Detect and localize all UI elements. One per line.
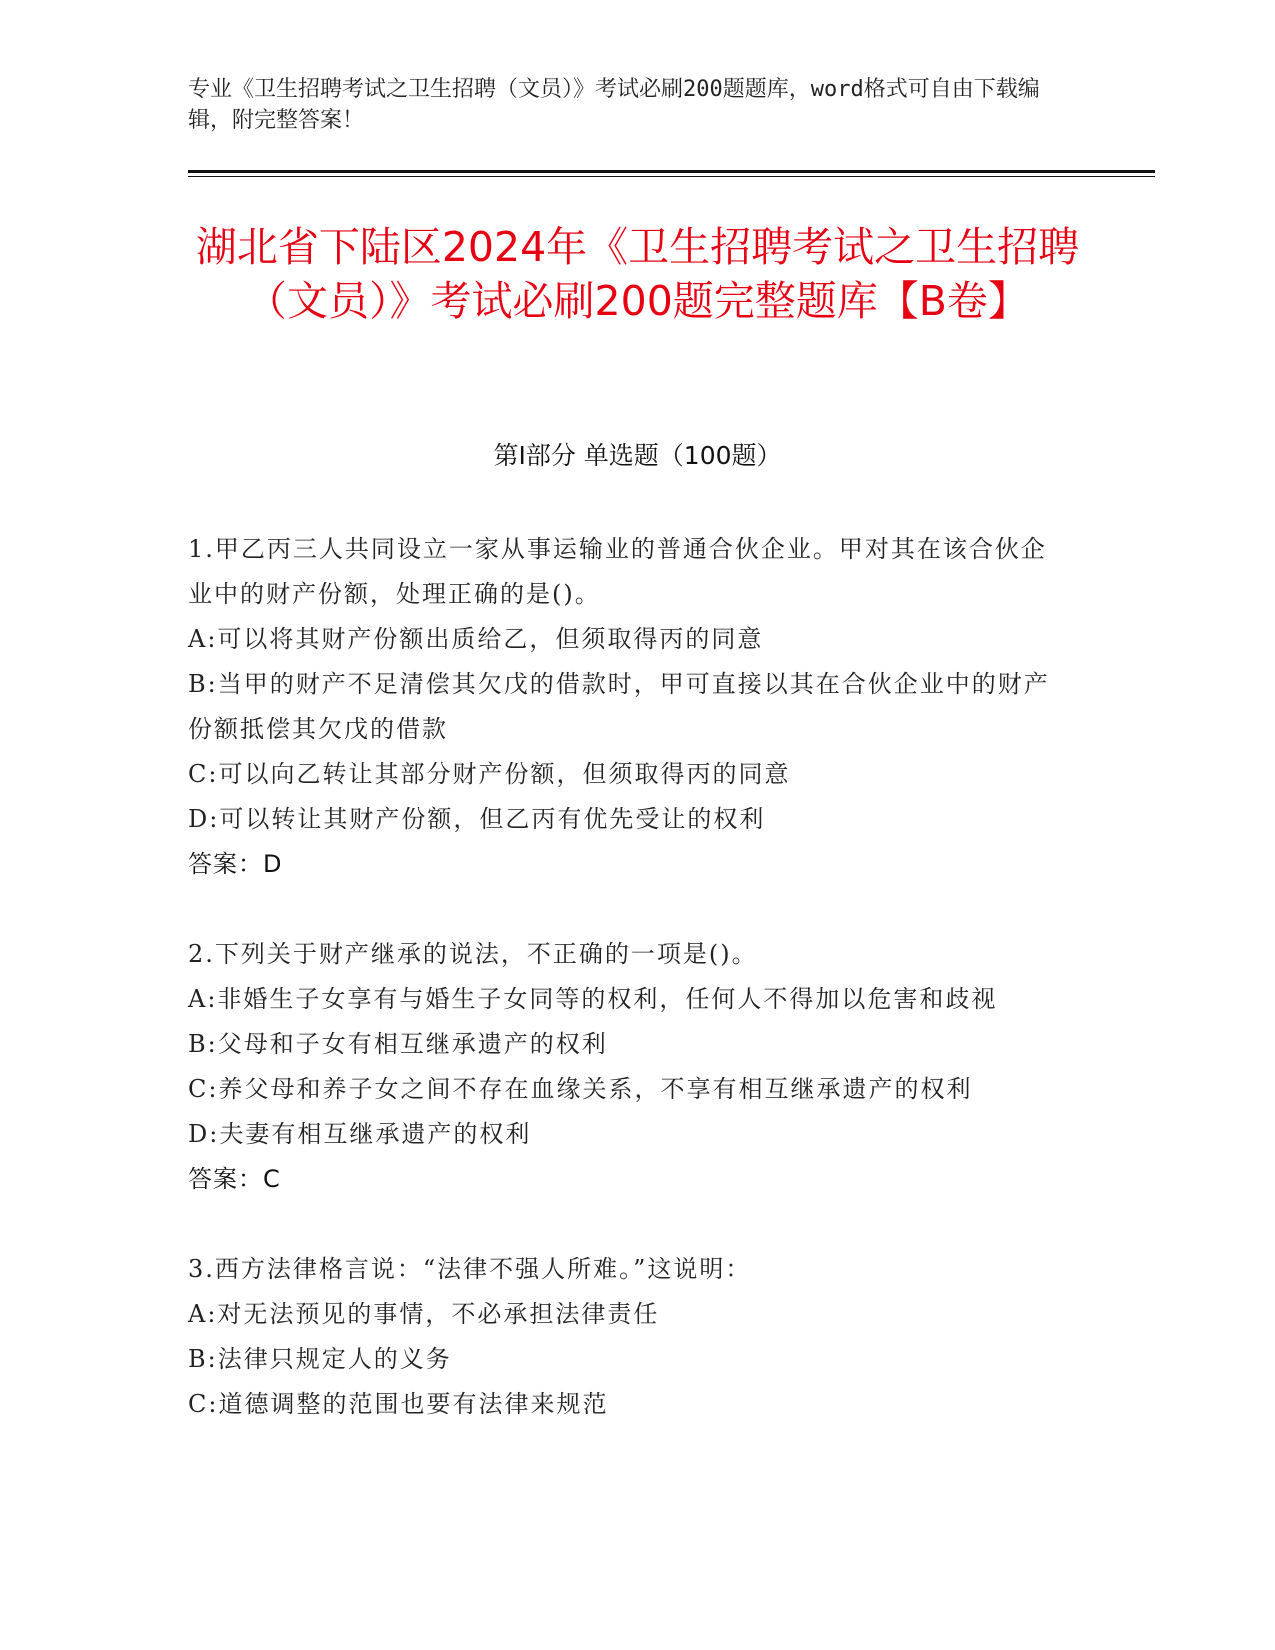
question-1 [188, 527, 1068, 887]
question-stem: 1.甲乙丙三人共同设立一家从事运输业的普通合伙企业。甲对其在该合伙企业中的财产份额，处理正确的是()。 [188, 535, 1047, 608]
option-d: D:可以转让其财产份额，但乙丙有优先受让的权利 [188, 805, 766, 833]
option-d: D:夫妻有相互继承遗产的权利 [188, 1120, 532, 1148]
option-c: C:养父母和养子女之间不存在血缘关系，不享有相互继承遗产的权利 [188, 1075, 973, 1103]
header-rule-thick [188, 170, 1155, 173]
header-rule-thin [188, 176, 1155, 177]
option-c: C:可以向乙转让其部分财产份额，但须取得丙的同意 [188, 760, 791, 788]
header-note: 专业《卫生招聘考试之卫生招聘（文员）》考试必刷200题题库，word格式可自由下载编辑，附完整答案！ [188, 77, 1040, 133]
option-b: B:法律只规定人的义务 [188, 1345, 452, 1373]
option-b: B:父母和子女有相互继承遗产的权利 [188, 1030, 608, 1058]
question-3 [188, 1247, 1068, 1427]
option-a: A:可以将其财产份额出质给乙，但须取得丙的同意 [188, 625, 764, 653]
question-list [188, 527, 1068, 1472]
question-stem: 2.下列关于财产继承的说法，不正确的一项是()。 [188, 940, 758, 968]
answer-line: 答案：C [188, 1165, 281, 1193]
question-2 [188, 932, 1068, 1202]
option-a: A:对无法预见的事情，不必承担法律责任 [188, 1300, 660, 1328]
option-c: C:道德调整的范围也要有法律来规范 [188, 1390, 609, 1418]
option-b: B:当甲的财产不足清偿其欠戊的借款时，甲可直接以其在合伙企业中的财产份额抵偿其欠戊的借款 [188, 670, 1050, 743]
option-a: A:非婚生子女享有与婚生子女同等的权利，任何人不得加以危害和歧视 [188, 985, 998, 1013]
section-title: 第Ⅰ部分 单选题（100题） [493, 441, 782, 470]
question-stem: 3.西方法律格言说：“法律不强人所难。”这说明： [188, 1255, 752, 1283]
document-title: 湖北省下陆区2024年《卫生招聘考试之卫生招聘（文员）》考试必刷200题完整题库【B卷】 [195, 223, 1080, 325]
answer-line: 答案：D [188, 850, 283, 878]
